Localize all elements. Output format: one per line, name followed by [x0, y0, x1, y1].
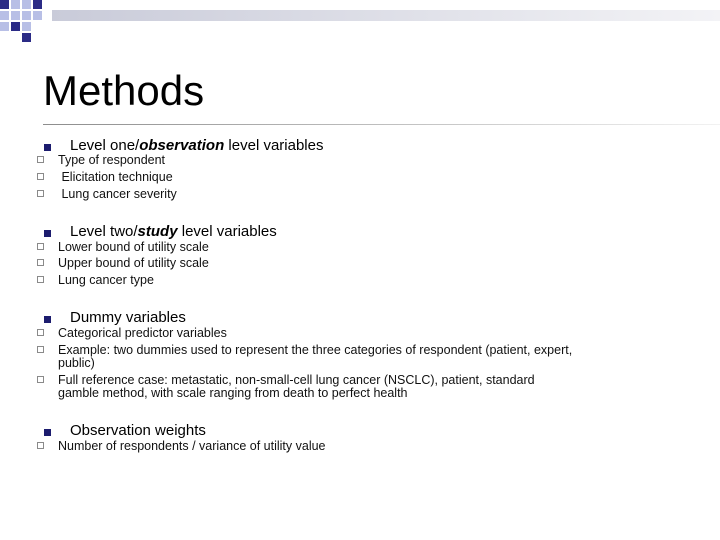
bullet-text-plain: Level two/ — [70, 223, 138, 240]
sub-bullet-text: Lung cancer severity — [58, 187, 177, 201]
bullet-text-emphasis: study — [137, 223, 178, 240]
bullet-text-plain: level variables — [224, 137, 324, 154]
sub-bullet-text: Number of respondents / variance of utility value — [58, 439, 326, 453]
title-underline — [43, 124, 720, 125]
sub-bullet-text-continued: gamble method, with scale ranging from death to perfect health — [58, 386, 408, 400]
sub-bullet-text: Full reference case: metastatic, non-small-cell lung cancer (NSCLC), patient, standard — [58, 373, 535, 387]
square-bullet-icon — [44, 144, 51, 151]
bullet-text-plain: level variables — [177, 223, 277, 240]
bullet-text — [70, 422, 206, 440]
sub-bullet-text: Lower bound of utility scale — [58, 240, 209, 254]
slide-title: Methods — [43, 67, 205, 114]
hollow-square-bullet-icon — [37, 190, 44, 197]
bullet-text — [70, 223, 277, 241]
sub-bullet-text: Example: two dummies used to represent the three categories of respondent (patient, expert, — [58, 343, 573, 357]
square-bullet-icon — [44, 316, 51, 323]
bullet-text-plain: Dummy variables — [70, 309, 186, 326]
sub-bullet-text: Categorical predictor variables — [58, 326, 227, 340]
hollow-square-bullet-icon — [37, 156, 44, 163]
square-bullet-icon — [44, 230, 51, 237]
bullet-text — [70, 309, 186, 327]
sub-bullet-text: Lung cancer type — [58, 273, 154, 287]
bullet-text-emphasis: observation — [139, 137, 225, 154]
hollow-square-bullet-icon — [37, 346, 44, 353]
bullet-text-plain: Observation weights — [70, 422, 206, 439]
hollow-square-bullet-icon — [37, 376, 44, 383]
hollow-square-bullet-icon — [37, 276, 44, 283]
sub-bullet-text: Upper bound of utility scale — [58, 256, 209, 270]
bullet-text-plain: Level one/ — [70, 137, 140, 154]
sub-bullet-text: Type of respondent — [58, 153, 166, 167]
hollow-square-bullet-icon — [37, 442, 44, 449]
hollow-square-bullet-icon — [37, 259, 44, 266]
hollow-square-bullet-icon — [37, 173, 44, 180]
hollow-square-bullet-icon — [37, 329, 44, 336]
header-decoration — [0, 0, 720, 50]
sub-bullet-text: Elicitation technique — [58, 170, 173, 184]
square-bullet-icon — [44, 429, 51, 436]
sub-bullet-text-continued: public) — [58, 356, 95, 370]
hollow-square-bullet-icon — [37, 243, 44, 250]
